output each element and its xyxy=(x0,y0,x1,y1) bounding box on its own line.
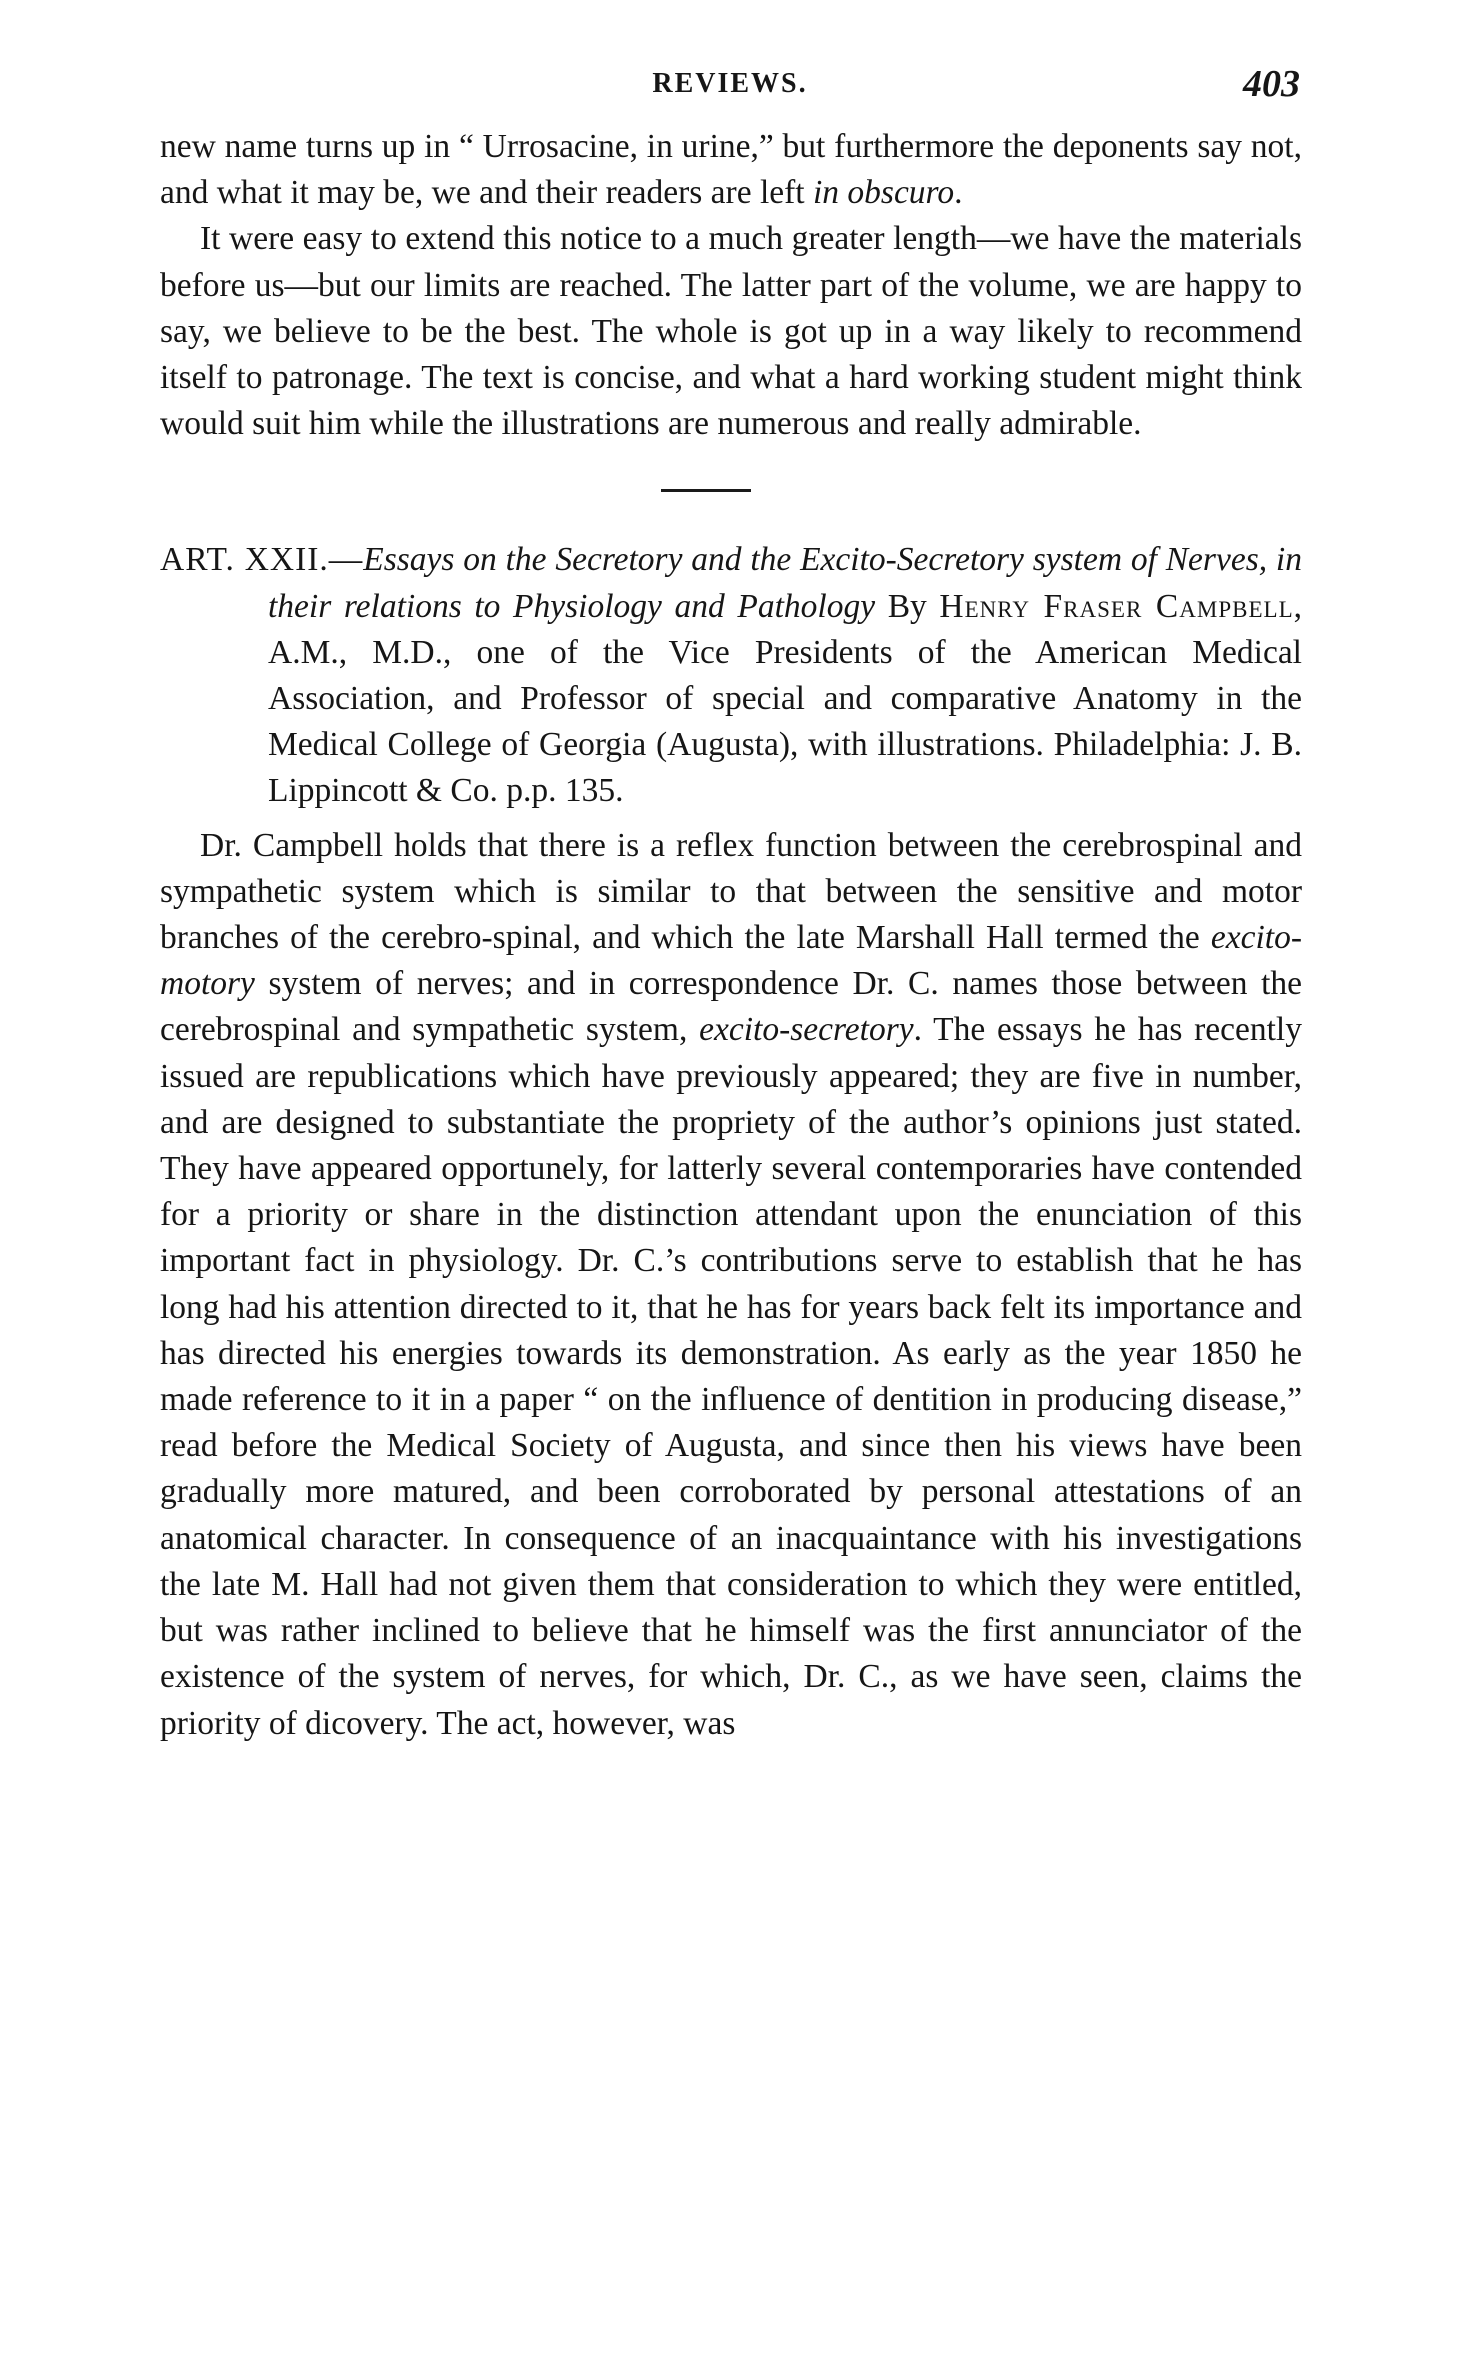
page-number: 403 xyxy=(1243,63,1300,105)
article-citation xyxy=(160,537,1302,814)
closing-paragraph: It were easy to extend this notice to a much greater length—we have the materials before us—but our limits are reached. The latter part of the volume, we are happy to say, we believe to be the best. The whole is got up in a way likely to recommend itself to patronage. The text is concise, and what a hard working student might think would suit him while the illustrations are numerous and really admirable. xyxy=(160,220,1302,443)
article-number: ART. XXII.— xyxy=(160,541,364,579)
article-title: Essays on the Secretory and the Excito-Secretory system of Nerves, in their relations to Physiology and Pathology xyxy=(268,541,1302,625)
term-excito-motory: excito-motory xyxy=(160,919,1302,1003)
review-text-1: Dr. Campbell holds that there is a reflex function between the cerebrospinal and sympathetic system which is similar to that between the sensitive and motor branches of the cerebro-spinal, and which the late Marshall Hall termed the xyxy=(160,826,1302,957)
article-author: Henry Fraser Campbell xyxy=(939,587,1294,625)
review-text-2: system of nerves; and in correspondence Dr. C. names those between the cerebrospinal and sympathetic system, xyxy=(160,965,1302,1049)
article-by: By xyxy=(875,587,940,625)
continuation-end: . xyxy=(954,174,963,212)
running-title: REVIEWS. xyxy=(652,68,808,99)
review-text-3: . The essays he has recently issued are republications which have previously appeared; they are five in number, and are designed to substantiate the propriety of the author’s opinions just stated. They have appeared opportunely, for latterly several contemporaries have contended for a priority or share in the distinction attendant upon the enunciation of this important fact in physiology. Dr. C.’s contributions serve to establish that he has long had his attention directed to it, that he has for years back felt its importance and has directed his energies towards its demonstration. As early as the year 1850 he made reference to it in a paper “ on the influence of dentition in producing disease,” read before the Medical Society of Augusta, and since then his views have been gradually more matured, and been corroborated by personal attestations of an anatomical character. In consequence of an inacquaintance with his investigations the late M. Hall had not given them that consideration to which they were entitled, but was rather inclined to believe that he himself was the first annunciator of the existence of the system of nerves, for which, Dr. C., as we have seen, claims the priority of dicovery. The act, however, was xyxy=(160,1011,1302,1742)
body-text xyxy=(160,124,1302,1747)
continuation-text: new name turns up in “ Urrosacine, in urine,” but furthermore the deponents say not, and what it may be, we and their readers are left xyxy=(160,128,1302,212)
review-paragraph xyxy=(160,823,1302,1747)
section-divider xyxy=(661,489,751,492)
article-heading xyxy=(160,537,1302,814)
latin-phrase: in obscuro xyxy=(812,174,955,212)
continuation-paragraph xyxy=(160,124,1302,216)
section-divider-area xyxy=(160,447,1302,531)
running-head xyxy=(160,62,1300,112)
article-details: , A.M., M.D., one of the Vice Presidents of the American Medical Association, and Professor of special and comparative Anatomy in the Medical College of Georgia (Augusta), with illustrations. Philadelphia: J. B. Lippincott & Co. p.p. 135. xyxy=(268,587,1302,810)
term-excito-secretory: excito-secretory xyxy=(699,1011,914,1049)
